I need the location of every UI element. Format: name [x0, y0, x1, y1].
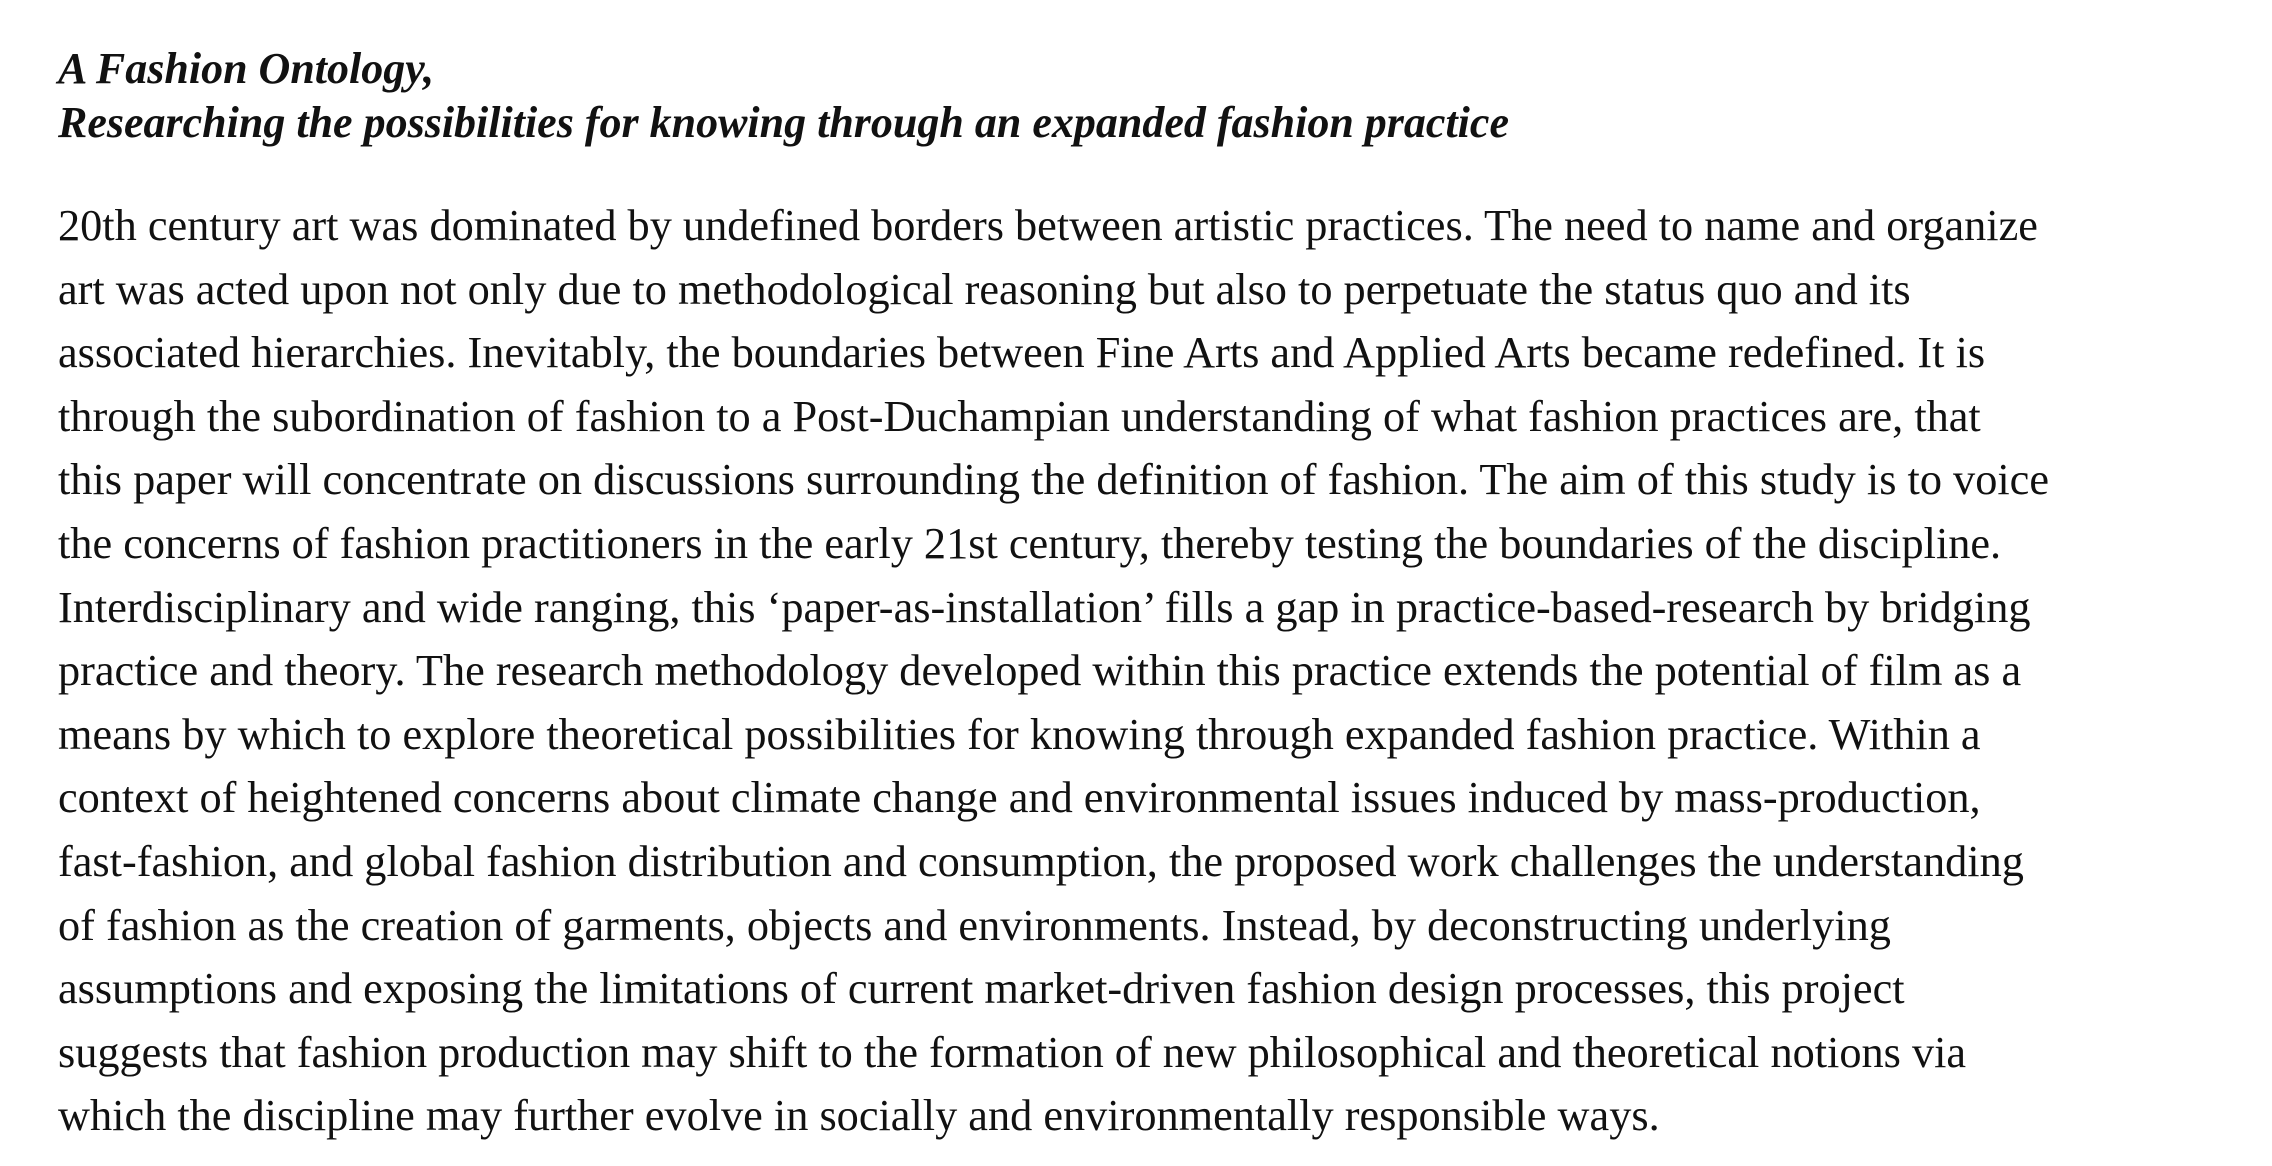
abstract-line: Interdisciplinary and wide ranging, this ‘paper-as-installation’ fills a gap in practice-based-research by bridging [58, 582, 2031, 632]
abstract-line: 20th century art was dominated by undefined borders between artistic practices. The need to name and organize [58, 201, 2038, 250]
abstract-line: associated hierarchies. Inevitably, the boundaries between Fine Arts and Applied Arts became redefined. It is [58, 328, 1986, 378]
subtitle-line: Researching the possibilities for knowing through an expanded fashion practice [58, 98, 1509, 147]
abstract-line: the concerns of fashion practitioners in the early 21st century, thereby testing the boundaries of the discipline. [58, 518, 2002, 568]
abstract-line: practice and theory. The research methodology developed within this practice extends the potential of film as a [58, 646, 2022, 696]
abstract-line: art was acted upon not only due to methodological reasoning but also to perpetuate the status quo and its [58, 264, 1911, 314]
abstract-line: of fashion as the creation of garments, objects and environments. Instead, by deconstructing underlying [58, 900, 1891, 950]
abstract-line: fast-fashion, and global fashion distribution and consumption, the proposed work challenges the understanding [58, 836, 2024, 886]
abstract-line: which the discipline may further evolve in socially and environmentally responsible ways. [58, 1091, 1660, 1141]
title-line: A Fashion Ontology, [58, 44, 435, 93]
abstract-line: suggests that fashion production may shift to the formation of new philosophical and theoretical notions via [58, 1027, 1967, 1077]
abstract-line: through the subordination of fashion to a Post-Duchampian understanding of what fashion practices are, that [58, 391, 1981, 441]
abstract-line: means by which to explore theoretical possibilities for knowing through expanded fashion practice. Within a [58, 709, 1981, 759]
abstract-line: assumptions and exposing the limitations of current market-driven fashion design processes, this project [58, 964, 1905, 1014]
document-title [58, 42, 2258, 150]
abstract-line: context of heightened concerns about climate change and environmental issues induced by mass-production, [58, 773, 1981, 823]
document-page [58, 42, 2258, 1148]
abstract-paragraph [58, 194, 2258, 1148]
abstract-line: this paper will concentrate on discussions surrounding the definition of fashion. The aim of this study is to voice [58, 455, 2049, 505]
